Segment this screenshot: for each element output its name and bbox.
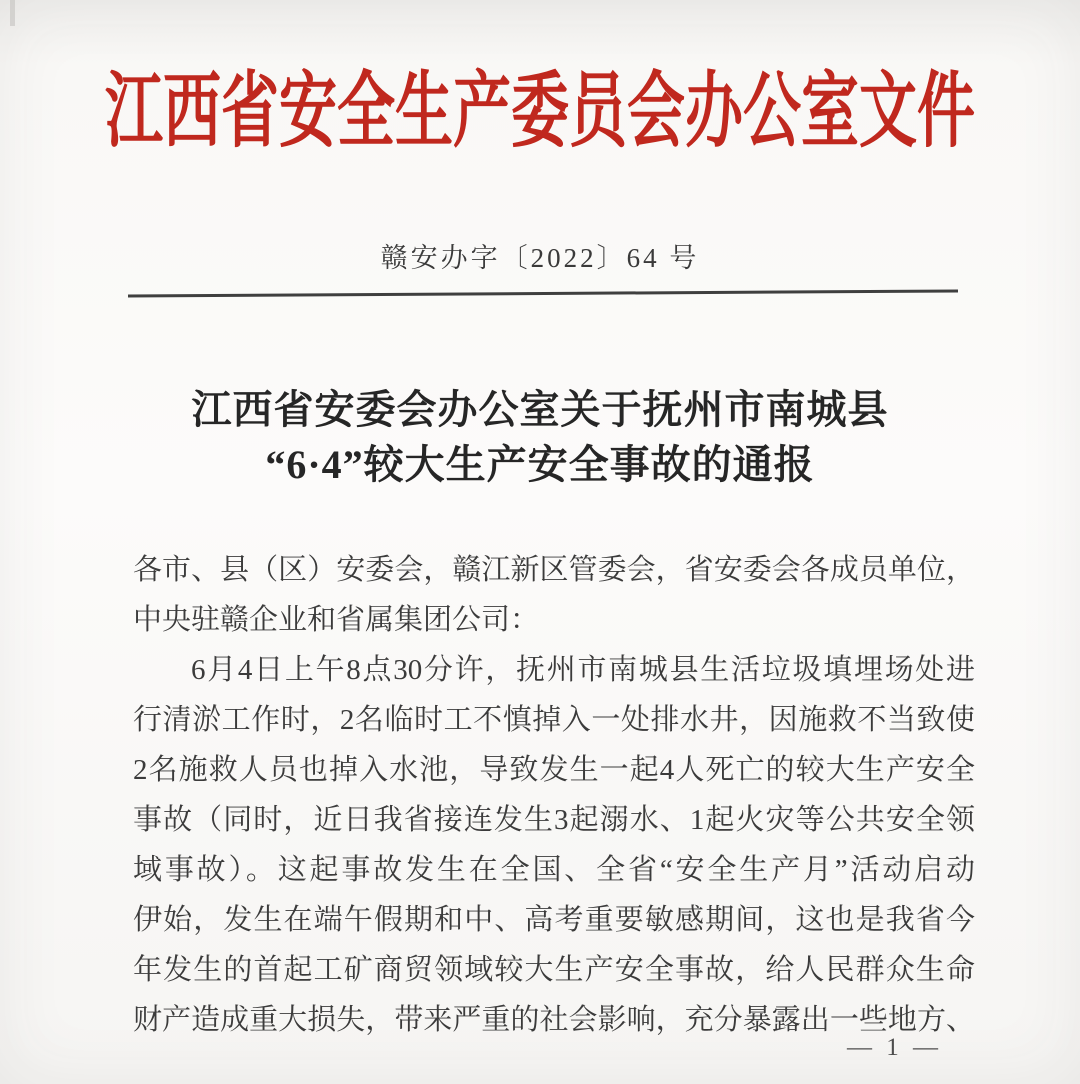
paragraph-line: 伊始，发生在端午假期和中、高考重要敏感期间，这也是我省今 (133, 904, 975, 936)
document-body (133, 545, 975, 1045)
document-number: 赣安办字〔2022〕64 号 (380, 243, 700, 273)
paragraph-line: 2名施救人员也掉入水池，导致发生一起4人死亡的较大生产安全 (133, 754, 975, 786)
document-title-line2: “6·4”较大生产安全事故的通报 (265, 442, 815, 487)
paragraph-line: 年发生的首起工矿商贸领域较大生产安全事故，给人民群众生命 (133, 954, 975, 986)
salutation-line: 中央驻赣企业和省属集团公司： (133, 604, 540, 636)
paragraph-line: 6月4日上午8点30分许，抚州市南城县生活垃圾填埋场处进 (191, 654, 975, 686)
red-header-title: 江西省安全生产委员会办公室文件 (104, 65, 975, 158)
paragraph-line: 域事故）。这起事故发生在全国、全省“安全生产月”活动启动 (133, 854, 975, 886)
page-number: — 1 — (847, 1034, 942, 1061)
paragraph-line: 事故（同时，近日我省接连发生3起溺水、1起火灾等公共安全领 (133, 804, 975, 836)
paragraph-line: 行清淤工作时，2名临时工不慎掉入一处排水井，因施救不当致使 (133, 704, 975, 736)
header-divider-line (128, 289, 958, 297)
document-title-line1: 江西省安委会办公室关于抚州市南城县 (191, 387, 889, 432)
scan-artifact (10, 0, 15, 26)
document-title (0, 382, 1080, 492)
salutation-line: 各市、县（区）安委会，赣江新区管委会，省安委会各成员单位， (133, 554, 975, 586)
paragraph-line: 财产造成重大损失，带来严重的社会影响，充分暴露出一些地方、 (133, 1004, 975, 1036)
